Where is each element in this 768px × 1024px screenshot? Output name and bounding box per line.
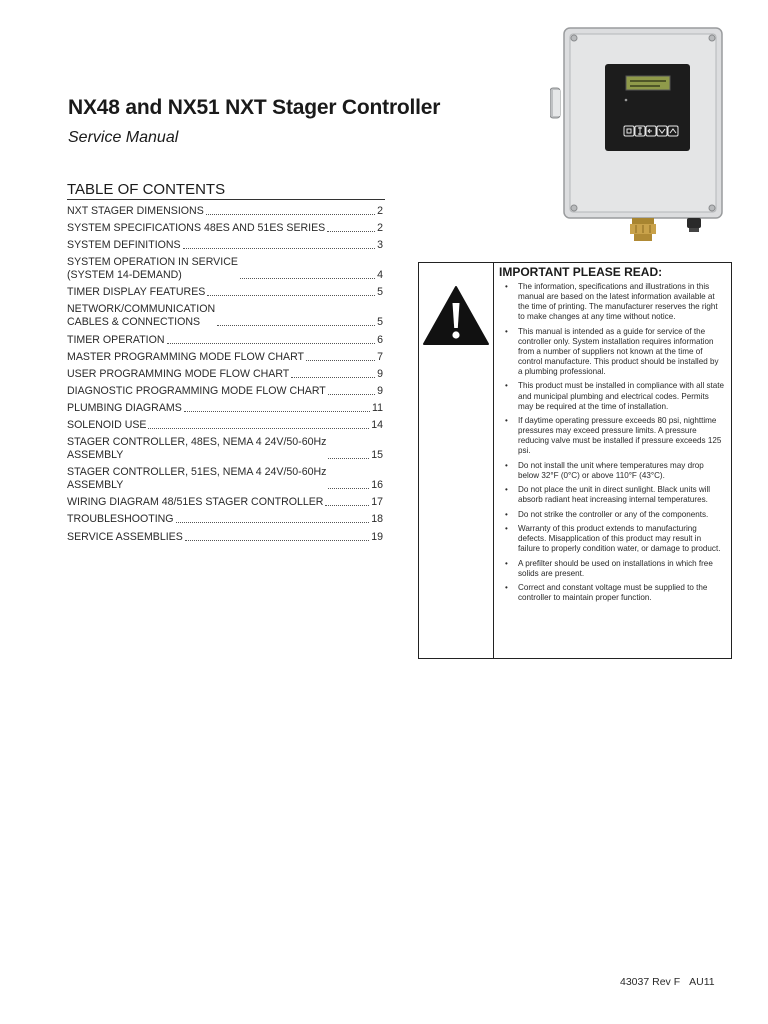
toc-entry xyxy=(67,513,383,526)
toc-leader-dots xyxy=(167,343,376,344)
document-subtitle: Service Manual xyxy=(68,129,179,146)
toc-leader-dots xyxy=(148,428,369,429)
toc-entry-title: USER PROGRAMMING MODE FLOW CHART xyxy=(67,367,290,380)
part-number: 43037 Rev F xyxy=(620,976,681,988)
toc-entry-title: STAGER CONTROLLER, 48ES, NEMA 4 24V/50-60Hz ASSEMBLY xyxy=(67,436,327,462)
toc-entry-title: SYSTEM OPERATION IN SERVICE (SYSTEM 14-DEMAND) xyxy=(67,256,238,282)
toc-entry-title: TIMER OPERATION xyxy=(67,333,165,346)
toc-entry-title: SYSTEM SPECIFICATIONS 48ES AND 51ES SERIES xyxy=(67,222,326,235)
footer xyxy=(620,976,724,988)
toc-entry xyxy=(67,303,383,329)
toc-entry-title: NXT STAGER DIMENSIONS xyxy=(67,205,204,217)
toc-entry-page: 14 xyxy=(371,419,383,432)
notice-item: • Do not place the unit in direct sunlight. Black units will absorb radiant heat increasing internal temperatures. xyxy=(499,485,725,505)
controller-enclosure-image xyxy=(550,26,730,246)
toc-entry xyxy=(67,402,383,415)
notice-list xyxy=(499,282,725,603)
notice-item: • The information, specifications and illustrations in this manual are based on the latest information available at the time of printing. The manufacturer reserves the right to make changes at any time without notice. xyxy=(499,282,725,322)
toc-entry-page: 18 xyxy=(371,513,383,526)
toc-entry-page: 2 xyxy=(377,205,383,217)
notice-item: • Do not strike the controller or any of the components. xyxy=(499,510,725,520)
toc-entry-title: STAGER CONTROLLER, 51ES, NEMA 4 24V/50-60Hz ASSEMBLY xyxy=(67,466,327,492)
toc-leader-dots xyxy=(291,377,375,378)
toc-leader-dots xyxy=(306,360,375,361)
toc-entry-page: 9 xyxy=(377,367,383,380)
warning-triangle-icon xyxy=(422,285,490,347)
lcd-display xyxy=(626,76,670,90)
toc-entry-title: MASTER PROGRAMMING MODE FLOW CHART xyxy=(67,350,304,363)
toc-entry-page: 5 xyxy=(377,286,383,299)
toc-entry xyxy=(67,496,383,509)
toc-entry xyxy=(67,334,383,347)
toc-entry xyxy=(67,222,383,235)
toc-entry xyxy=(67,351,383,364)
toc-entry-page: 5 xyxy=(377,316,383,329)
notice-item: • Warranty of this product extends to manufacturing defects. Misapplication of this product may result in failure to properly condition water, or damage to product. xyxy=(499,524,725,554)
toc-entry xyxy=(67,466,383,492)
toc-entry xyxy=(67,286,383,299)
toc-leader-dots xyxy=(183,248,375,249)
toc-entry-page: 16 xyxy=(371,479,383,492)
document-title: NX48 and NX51 NXT Stager Controller xyxy=(68,96,441,119)
notice-item: • This manual is intended as a guide for service of the controller only. System installation requires information from a number of suppliers not known at the time of control manufacture. This product should be installed by a plumbing professional. xyxy=(499,327,725,377)
cable-gland xyxy=(687,218,701,232)
date-code: AU11 xyxy=(689,976,715,988)
toc-leader-dots xyxy=(328,488,369,489)
notice-item: • This product must be installed in compliance with all state and municipal plumbing and electrical codes. Permits may be required at the time of installation. xyxy=(499,381,725,411)
toc-entry-page: 7 xyxy=(377,350,383,363)
toc-leader-dots xyxy=(184,411,370,412)
toc-leader-dots xyxy=(185,540,369,541)
toc-entry-page: 19 xyxy=(371,530,383,543)
toc-entry-title: TROUBLESHOOTING xyxy=(67,513,174,526)
toc-entry xyxy=(67,368,383,381)
toc-entry-page: 2 xyxy=(377,222,383,235)
notice-heading: IMPORTANT PLEASE READ: xyxy=(499,265,663,279)
toc-entry xyxy=(67,385,383,398)
toc-leader-dots xyxy=(206,214,375,215)
notice-body xyxy=(494,263,731,658)
toc-entry xyxy=(67,531,383,544)
toc-leader-dots xyxy=(327,231,375,232)
toc-entry-page: 4 xyxy=(377,269,383,282)
toc-entry-page: 11 xyxy=(372,401,383,414)
toc-heading: TABLE OF CONTENTS xyxy=(67,181,385,200)
toc-entry-page: 6 xyxy=(377,333,383,346)
toc-entry-title: SERVICE ASSEMBLIES xyxy=(67,530,183,543)
notice-item: • A prefilter should be used on installations in which free solids are present. xyxy=(499,559,725,579)
toc-leader-dots xyxy=(217,325,375,326)
toc-entry-page: 17 xyxy=(371,496,383,509)
notice-item: • If daytime operating pressure exceeds 80 psi, nighttime pressures may exceed pressure limits. A pressure reducing valve must be installed if pressure exceeds 125 psi. xyxy=(499,416,725,456)
toc-entry-page: 15 xyxy=(371,449,383,462)
toc-entry-title: WIRING DIAGRAM 48/51ES STAGER CONTROLLER xyxy=(67,496,324,509)
toc-entry-page: 9 xyxy=(377,384,383,397)
toc-entry-title: TIMER DISPLAY FEATURES xyxy=(67,286,206,299)
toc-leader-dots xyxy=(207,295,375,296)
toc-entry xyxy=(67,205,383,218)
toc-entry xyxy=(67,256,383,282)
toc-entry xyxy=(67,419,383,432)
notice-item: • Do not install the unit where temperatures may drop below 32°F (0°C) or above 110°F (43°C). xyxy=(499,461,725,481)
toc-entry-title: SYSTEM DEFINITIONS xyxy=(67,239,181,252)
toc-leader-dots xyxy=(328,394,375,395)
toc-leader-dots xyxy=(176,522,370,523)
toc-entry-title: PLUMBING DIAGRAMS xyxy=(67,401,182,414)
brass-fitting xyxy=(630,218,656,241)
toc-entry-title: DIAGNOSTIC PROGRAMMING MODE FLOW CHART xyxy=(67,384,326,397)
toc-leader-dots xyxy=(240,278,375,279)
toc-entry xyxy=(67,239,383,252)
toc-entry-page: 3 xyxy=(377,239,383,252)
notice-item: • Correct and constant voltage must be supplied to the controller to maintain proper function. xyxy=(499,583,725,603)
toc-entry xyxy=(67,436,383,462)
notice-icon-column xyxy=(419,263,494,658)
toc-leader-dots xyxy=(328,458,369,459)
table-of-contents xyxy=(67,205,383,548)
toc-leader-dots xyxy=(325,505,369,506)
toc-entry-title: NETWORK/COMMUNICATION CABLES & CONNECTIONS xyxy=(67,303,216,329)
important-notice-box xyxy=(418,262,732,659)
toc-entry-title: SOLENOID USE xyxy=(67,419,147,432)
